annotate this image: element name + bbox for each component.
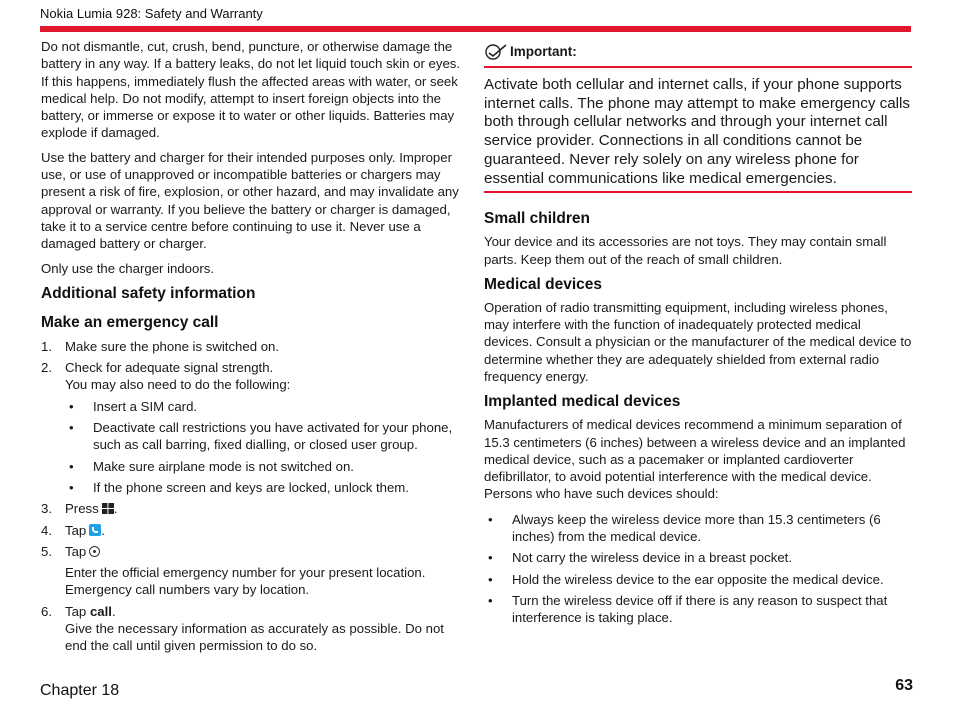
bullet-item: • Make sure airplane mode is not switched on. [65,458,468,475]
medical-devices-heading: Medical devices [484,275,603,293]
step-item [41,603,468,655]
running-header: Nokia Lumia 928: Safety and Warranty [40,6,263,21]
charger-indoors-paragraph: Only use the charger indoors. [41,260,214,276]
step-bullets [65,398,468,496]
emergency-steps-list [41,338,468,655]
medical-devices-paragraph: Operation of radio transmitting equipment, including wireless phones, may interfere with the function of inadequately protected medical devices. Consult a physician or the manufacturer of the medical device to determine whether they are adequately shielded from external radio frequency energy. [484,299,912,384]
battery-use-paragraph: Use the battery and charger for their intended purposes only. Improper use, or use of unapproved or incompatible batteries or chargers may present a risk of fire, explosion, or other hazard, and may invalidate any approval or warranty. If you believe the battery or charger is damaged, take it to a service centre before continuing to use it. Never use a damaged battery or charger. [41,149,459,252]
step-number: 1. [41,338,52,354]
left-column [41,38,468,659]
small-children-paragraph: Your device and its accessories are not toys. They may contain small parts. Keep them out of the reach of small children. [484,234,887,267]
important-notice [484,38,912,193]
bullet-item: • Always keep the wireless device more than 15.3 centimeters (6 inches) from the medical device. [484,511,912,546]
implanted-devices-heading: Implanted medical devices [484,393,681,411]
step-punct: . [111,603,116,619]
battery-damage-paragraph: Do not dismantle, cut, crush, bend, puncture, or otherwise damage the battery in any way. If a battery leaks, do not let liquid touch skin or eyes. If this happens, immediately flush the affected areas with water, or seek medical help. Do not modify, attempt to insert foreign objects into the battery, or immerse or expose it to water or other liquids. Batteries may explode if damaged. [41,39,461,141]
additional-safety-heading: Additional safety information [41,284,256,302]
header-rule [40,26,911,32]
step-text: Press [65,501,99,517]
step-item [41,543,468,599]
step-number: 6. [41,603,52,619]
step-subtext: Give the necessary information as accurately as possible. Do not end the call until given permission to do so. [65,621,444,654]
bullet-item: • Hold the wireless device to the ear opposite the medical device. [484,571,912,588]
small-children-heading: Small children [484,210,590,228]
step-item [41,500,468,517]
keypad-icon [89,546,100,557]
step-text: Tap [65,603,87,619]
bullet-item: • Insert a SIM card. [65,398,468,415]
step-number: 4. [41,522,52,538]
implanted-guidance-list [484,511,912,627]
step-number: 2. [41,360,52,376]
bullet-item: • Not carry the wireless device in a breast pocket. [484,549,912,566]
important-header [484,38,912,66]
step-number: 3. [41,501,52,517]
footer-chapter: Chapter 18 [40,682,120,699]
important-label: Important: [510,44,577,60]
call-label: call [89,603,112,619]
windows-start-icon [102,503,114,514]
step-item [41,338,468,355]
bullet-item: • If the phone screen and keys are locked, unlock them. [65,479,468,496]
step-subtext: You may also need to do the following: [65,377,291,393]
right-column [484,38,912,631]
step-text: Check for adequate signal strength. [65,360,274,376]
important-note-icon [484,42,508,62]
step-item [41,522,468,539]
page-number: 63 [895,677,913,694]
step-text: Tap [65,543,87,559]
step-punct: . [101,522,105,538]
step-item [41,359,468,496]
step-subtext: Enter the official emergency number for your present location. Emergency call numbers vary by location. [65,565,426,598]
important-text: Activate both cellular and internet calls, if your phone supports internet calls. The phone may attempt to make emergency calls both through cellular networks and through your internet call service provider. Connections in all conditions cannot be guaranteed. Never rely solely on any wireless phone for essential communications like medical emergencies. [484,76,911,187]
emergency-call-heading: Make an emergency call [41,313,219,331]
step-text: Tap [65,522,87,538]
bullet-item: • Turn the wireless device off if there is any reason to suspect that interference is taking place. [484,592,912,627]
step-number: 5. [41,543,52,559]
phone-tile-icon [89,524,101,536]
step-punct: . [113,501,118,517]
step-text: Make sure the phone is switched on. [65,338,280,354]
implanted-devices-paragraph: Manufacturers of medical devices recommend a minimum separation of 15.3 centimeters (6 inches) between a wireless device and an implanted medical device, such as a pacemaker or implanted cardioverter defibrillator, to avoid potential interference with the medical device. Persons who have such devices should: [484,417,906,502]
bullet-item: • Deactivate call restrictions you have activated for your phone, such as call barring, fixed dialling, or closed user group. [65,419,468,454]
important-bottom-rule [484,191,912,193]
